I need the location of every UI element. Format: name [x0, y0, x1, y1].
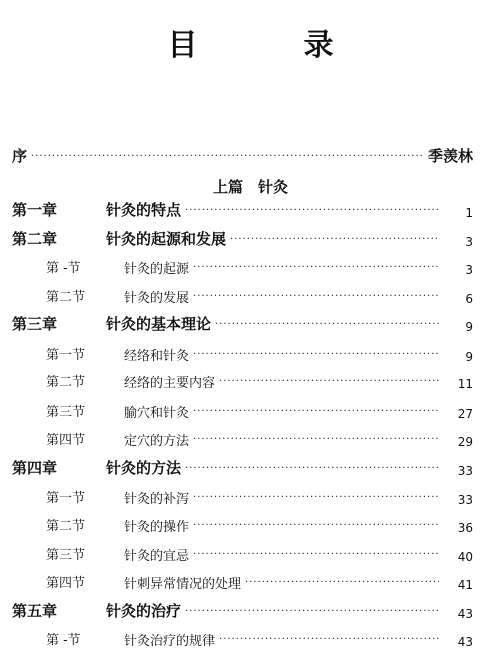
- preface-label: 序: [12, 147, 28, 165]
- page-number: 3: [465, 263, 473, 277]
- section-title: 针灸的补泻: [124, 492, 190, 507]
- page-number: 29: [457, 435, 473, 449]
- section-title: 针灸的起源: [124, 262, 190, 277]
- dot-leader: [215, 320, 439, 330]
- toc-section-row[interactable]: [0, 340, 501, 364]
- toc-section-row[interactable]: [0, 483, 501, 507]
- toc-section-row[interactable]: [0, 282, 501, 306]
- section-title: 针刺异常情况的处理: [124, 577, 242, 592]
- chapter-number: 第三章: [12, 315, 58, 333]
- dot-leader: [31, 152, 424, 162]
- page-number: 33: [457, 464, 473, 478]
- toc-preface-row[interactable]: [0, 142, 501, 166]
- page-number: 11: [457, 377, 473, 391]
- preface-author: 季羡林: [427, 147, 473, 165]
- section-number: 第三节: [46, 548, 86, 563]
- page-title: 目 录: [167, 28, 372, 63]
- section-number: 第四节: [46, 576, 86, 591]
- section-title: 经络的主要内容: [124, 376, 216, 391]
- page-number: 36: [457, 521, 473, 535]
- toc-section-row[interactable]: [0, 540, 501, 564]
- section-number: 第二节: [46, 290, 86, 305]
- section-number: 第二节: [46, 375, 86, 390]
- dot-leader: [193, 407, 439, 417]
- page-number: 40: [457, 550, 473, 564]
- chapter-title: 针灸的特点: [106, 201, 182, 219]
- dot-leader: [230, 235, 439, 245]
- section-title: 针灸的宜忌: [124, 549, 190, 564]
- dot-leader: [193, 521, 439, 531]
- dot-leader: [193, 263, 439, 273]
- dot-leader: [219, 377, 439, 387]
- dot-leader: [185, 206, 439, 216]
- chapter-title: 针灸的治疗: [106, 602, 182, 620]
- part-heading: 上篇 针灸: [212, 178, 288, 196]
- dot-leader: [185, 464, 439, 474]
- section-number: 第一节: [46, 491, 86, 506]
- toc-chapter-row[interactable]: [0, 310, 501, 334]
- page-number: 3: [465, 235, 473, 249]
- dot-leader: [219, 635, 439, 645]
- page-number: 43: [457, 607, 473, 621]
- dot-leader: [193, 292, 439, 302]
- toc-section-row[interactable]: [0, 367, 501, 391]
- section-number: 第三节: [46, 405, 86, 420]
- section-title: 腧穴和针灸: [124, 406, 190, 421]
- page-number: 43: [457, 635, 473, 649]
- toc-section-row[interactable]: [0, 625, 501, 649]
- chapter-number: 第二章: [12, 230, 58, 248]
- toc-chapter-row[interactable]: [0, 225, 501, 249]
- chapter-number: 第五章: [12, 602, 58, 620]
- page-number: 9: [465, 350, 473, 364]
- page-number: 6: [465, 292, 473, 306]
- section-title: 经络和针灸: [124, 349, 190, 364]
- section-number: 第二节: [46, 519, 86, 534]
- toc-section-row[interactable]: [0, 511, 501, 535]
- toc-section-row[interactable]: [0, 425, 501, 449]
- section-title: 针灸治疗的规律: [124, 634, 216, 649]
- chapter-number: 第一章: [12, 201, 58, 219]
- chapter-number: 第四章: [12, 459, 58, 477]
- section-number: 第 -节: [46, 633, 81, 648]
- chapter-title: 针灸的起源和发展: [106, 230, 227, 248]
- toc-chapter-row[interactable]: [0, 597, 501, 621]
- page-number: 1: [465, 206, 473, 220]
- dot-leader: [193, 350, 439, 360]
- section-title: 针灸的操作: [124, 520, 190, 535]
- toc-section-row[interactable]: [0, 253, 501, 277]
- section-number: 第一节: [46, 348, 86, 363]
- toc-section-row[interactable]: [0, 397, 501, 421]
- page-number: 41: [457, 578, 473, 592]
- toc-chapter-row[interactable]: [0, 454, 501, 478]
- toc-section-row[interactable]: [0, 568, 501, 592]
- dot-leader: [193, 435, 439, 445]
- page-number: 27: [457, 407, 473, 421]
- chapter-title: 针灸的基本理论: [106, 315, 212, 333]
- chapter-title: 针灸的方法: [106, 459, 182, 477]
- dot-leader: [245, 578, 439, 588]
- page-number: 9: [465, 320, 473, 334]
- page-number: 33: [457, 493, 473, 507]
- section-title: 定穴的方法: [124, 434, 190, 449]
- section-number: 第 -节: [46, 261, 81, 276]
- section-number: 第四节: [46, 433, 86, 448]
- dot-leader: [185, 607, 439, 617]
- toc-chapter-row[interactable]: [0, 196, 501, 220]
- dot-leader: [193, 493, 439, 503]
- section-title: 针灸的发展: [124, 291, 190, 306]
- dot-leader: [193, 550, 439, 560]
